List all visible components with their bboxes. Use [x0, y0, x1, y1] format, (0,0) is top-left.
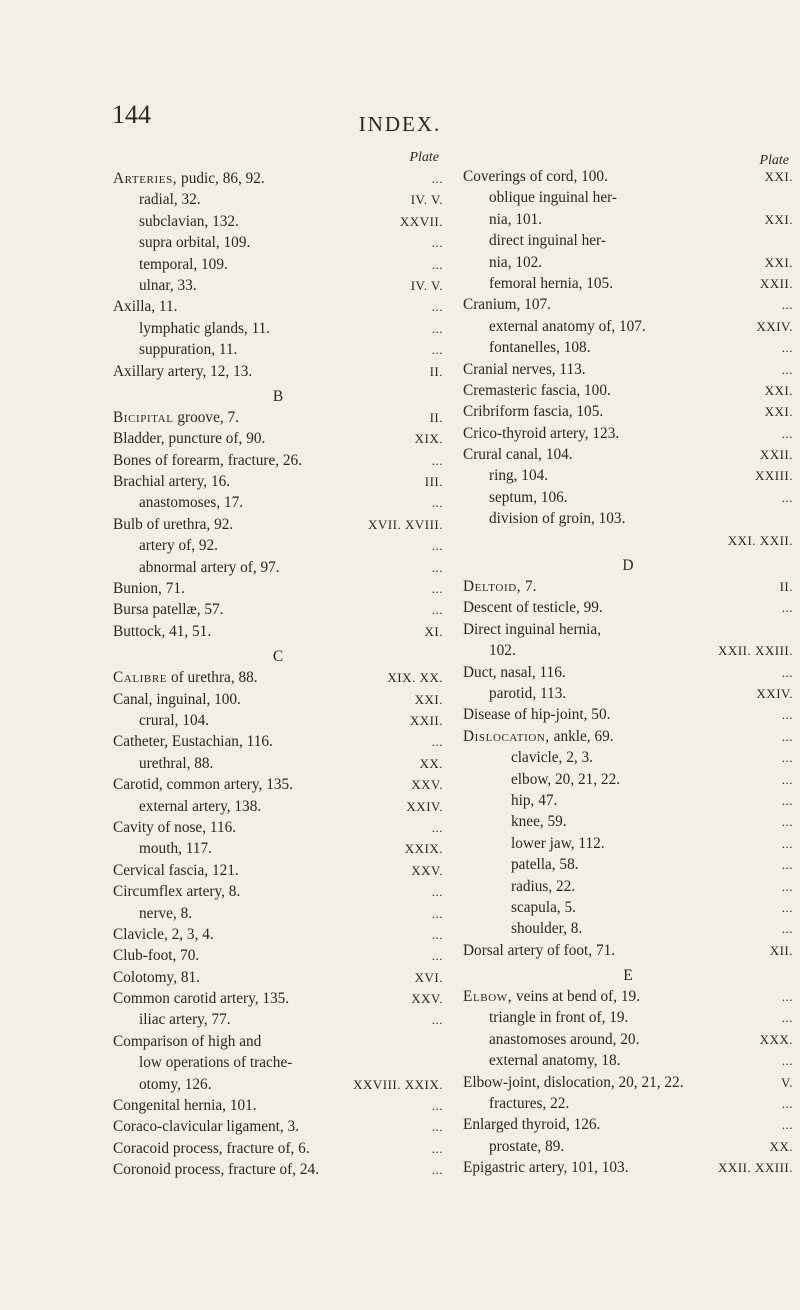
index-entry	[113, 599, 443, 620]
index-entry	[463, 986, 793, 1007]
entry-plate: ...	[431, 905, 443, 921]
entry-plate: ...	[431, 495, 443, 511]
index-entry	[463, 597, 793, 618]
index-entry	[113, 428, 443, 449]
entry-plate: XXI.	[764, 211, 793, 227]
entry-text: Coracoid process, fracture of, 6.	[113, 1139, 310, 1157]
index-entry	[113, 318, 443, 339]
entry-plate: ...	[431, 581, 443, 597]
entry-text: Brachial artery, 16.	[113, 473, 231, 491]
index-entry	[463, 576, 793, 597]
entry-plate: ...	[781, 707, 793, 723]
index-entry	[113, 796, 443, 817]
entry-plate: XXVII.	[399, 213, 443, 229]
entry-text: mouth, 117.	[139, 840, 212, 858]
index-entry	[113, 731, 443, 752]
entry-text: suppuration, 11.	[139, 341, 238, 359]
entry-text: fontanelles, 108.	[489, 339, 591, 357]
entry-text: nerve, 8.	[139, 904, 193, 922]
entry-text: Carotid, common artery, 135.	[113, 776, 293, 794]
index-entry	[113, 535, 443, 556]
entry-text: Axillary artery, 12, 13.	[113, 362, 253, 380]
entry-plate: ...	[781, 1010, 793, 1026]
entry-text: Deltoid, 7.	[463, 578, 537, 596]
index-entry	[113, 1138, 443, 1159]
index-entry	[113, 232, 443, 253]
entry-plate: XXIII.	[754, 468, 793, 484]
entry-text: nia, 102.	[489, 253, 543, 271]
index-entry	[463, 619, 793, 640]
index-entry	[463, 833, 793, 854]
index-entry	[113, 774, 443, 795]
index-entry	[113, 903, 443, 924]
entry-text: Axilla, 11.	[113, 298, 178, 316]
entry-text: scapula, 5.	[511, 898, 576, 916]
entry-plate: ...	[781, 878, 793, 894]
entry-plate: XXI. XXII.	[727, 532, 793, 548]
entry-plate: ...	[781, 771, 793, 787]
index-entry	[113, 988, 443, 1009]
entry-plate: XXII. XXIII.	[718, 643, 793, 659]
entry-text: prostate, 89.	[489, 1137, 565, 1155]
entry-plate: ...	[781, 489, 793, 505]
entry-plate: ...	[781, 728, 793, 744]
index-entry	[463, 401, 793, 422]
index-entry	[113, 1095, 443, 1116]
entry-plate: ...	[781, 340, 793, 356]
index-entry	[463, 726, 793, 747]
index-entry	[463, 166, 793, 187]
index-entry	[463, 640, 793, 661]
entry-text: Bladder, puncture of, 90.	[113, 430, 266, 448]
entry-text: Cranial nerves, 113.	[463, 360, 586, 378]
index-column-right	[463, 148, 793, 1179]
section-letter: B	[272, 387, 284, 405]
entry-plate: ...	[431, 948, 443, 964]
entry-text: low operations of trache-	[139, 1054, 293, 1072]
index-entry	[113, 924, 443, 945]
index-entry	[463, 294, 793, 315]
entry-plate: ...	[781, 989, 793, 1005]
index-entry	[463, 508, 793, 529]
entry-text: Bicipital groove, 7.	[113, 408, 239, 426]
entry-plate: XXII. XXIII.	[718, 1160, 793, 1176]
index-entry	[463, 1007, 793, 1028]
entry-plate: II.	[429, 409, 443, 425]
index-entry	[113, 1159, 443, 1180]
entry-plate: ...	[431, 452, 443, 468]
index-entry	[463, 662, 793, 683]
entry-plate: ...	[431, 926, 443, 942]
entry-text: division of groin, 103.	[489, 510, 626, 528]
entry-plate: XXV.	[411, 862, 443, 878]
index-entry	[113, 753, 443, 774]
entry-plate: ...	[431, 1098, 443, 1114]
entry-text: radial, 32.	[139, 191, 201, 209]
entry-plate: XXIV.	[756, 685, 793, 701]
index-entry	[463, 940, 793, 961]
entry-text: Arteries, pudic, 86, 92.	[113, 170, 265, 187]
entry-plate: ...	[781, 425, 793, 441]
entry-text: knee, 59.	[511, 813, 567, 831]
entry-plate: ...	[781, 857, 793, 873]
index-entry	[463, 1093, 793, 1114]
entry-text: artery of, 92.	[139, 537, 219, 555]
entry-text: Buttock, 41, 51.	[113, 622, 212, 640]
index-entry	[463, 273, 793, 294]
entry-plate: ...	[431, 256, 443, 272]
entry-text: anastomoses, 17.	[139, 494, 244, 512]
entry-text: Enlarged thyroid, 126.	[463, 1116, 601, 1134]
page-number: 144	[112, 100, 151, 129]
entry-text: Dorsal artery of foot, 71.	[463, 941, 616, 959]
entry-text: ring, 104.	[489, 467, 549, 485]
index-entry	[463, 1072, 793, 1093]
entry-plate: XX.	[769, 1138, 793, 1154]
entry-text: Duct, nasal, 116.	[463, 663, 566, 681]
index-entry	[113, 967, 443, 988]
entry-text: Descent of testicle, 99.	[463, 599, 603, 617]
entry-plate: XXI.	[764, 404, 793, 420]
entry-text: Dislocation, ankle, 69.	[463, 727, 614, 745]
index-entry	[463, 359, 793, 380]
entry-text: Disease of hip-joint, 50.	[463, 706, 611, 724]
entry-text: Cremasteric fascia, 100.	[463, 381, 611, 399]
index-entry	[113, 838, 443, 859]
entry-text: Crural canal, 104.	[463, 446, 573, 464]
entry-text: Coronoid process, fracture of, 24.	[113, 1161, 320, 1179]
entry-plate: ...	[431, 1140, 443, 1156]
entry-plate: IV. V.	[410, 192, 443, 208]
entry-plate: ...	[431, 734, 443, 750]
entry-text: Colotomy, 81.	[113, 968, 200, 986]
entry-text: Bunion, 71.	[113, 580, 185, 598]
entry-plate: XIX.	[414, 431, 443, 447]
entry-plate: ...	[781, 835, 793, 851]
entry-plate: XXII.	[759, 447, 793, 463]
entry-text: septum, 106.	[489, 488, 568, 506]
index-entry	[113, 450, 443, 471]
index-entry	[463, 423, 793, 444]
index-entry	[113, 407, 443, 428]
entry-text: crural, 104.	[139, 711, 210, 729]
entry-plate: ...	[431, 819, 443, 835]
index-entry	[113, 1116, 443, 1137]
entry-text: Epigastric artery, 101, 103.	[463, 1159, 629, 1177]
entry-text: iliac artery, 77.	[139, 1011, 231, 1029]
entry-plate: XX.	[419, 755, 443, 771]
entry-plate: ...	[431, 1119, 443, 1135]
index-entry	[463, 876, 793, 897]
entry-plate: XXV.	[411, 777, 443, 793]
entry-text: patella, 58.	[511, 856, 579, 874]
index-entry	[463, 854, 793, 875]
entry-plate: ...	[781, 1117, 793, 1133]
index-entry	[113, 211, 443, 232]
index-entry	[113, 1074, 443, 1095]
index-entry	[113, 471, 443, 492]
index-entry	[113, 557, 443, 578]
index-entry	[463, 769, 793, 790]
entry-plate: ...	[781, 750, 793, 766]
entry-plate: V.	[781, 1074, 793, 1090]
entry-text: anastomoses around, 20.	[489, 1030, 640, 1048]
entry-plate: ...	[431, 1012, 443, 1028]
entry-text: fractures, 22.	[489, 1095, 570, 1113]
entry-text: radius, 22.	[511, 877, 576, 895]
entry-text: Direct inguinal hernia,	[463, 620, 602, 638]
index-entry	[113, 689, 443, 710]
entry-plate: XXI.	[764, 169, 793, 184]
entry-plate: ...	[431, 235, 443, 251]
entry-plate: ...	[431, 884, 443, 900]
index-entry	[463, 465, 793, 486]
entry-plate: XXI.	[764, 382, 793, 398]
entry-text: lymphatic glands, 11.	[139, 319, 271, 337]
index-entry	[113, 1009, 443, 1030]
entry-plate: III.	[424, 474, 443, 490]
plate-column-header: Plate	[759, 153, 789, 168]
entry-text: subclavian, 132.	[139, 212, 239, 230]
entry-text: triangle in front of, 19.	[489, 1009, 629, 1027]
entry-text: hip, 47.	[511, 791, 558, 809]
entry-plate: XXII.	[759, 275, 793, 291]
entry-text: Cranium, 107.	[463, 296, 551, 314]
index-entry	[463, 1114, 793, 1135]
entry-text: femoral hernia, 105.	[489, 274, 614, 292]
page-title: INDEX.	[358, 112, 442, 136]
index-entry	[113, 817, 443, 838]
entry-plate: XXIV.	[756, 318, 793, 334]
section-letter: D	[622, 557, 634, 575]
index-entry	[113, 710, 443, 731]
entry-plate: ...	[781, 600, 793, 616]
entry-plate: XXI.	[764, 254, 793, 270]
entry-text: Cervical fascia, 121.	[113, 861, 239, 879]
entry-text: Crico-thyroid artery, 123.	[463, 424, 620, 442]
entry-text: Coverings of cord, 100.	[463, 168, 608, 185]
index-entry	[113, 514, 443, 535]
index-entry	[463, 252, 793, 273]
index-entry	[463, 337, 793, 358]
entry-plate: ...	[431, 320, 443, 336]
index-entry	[463, 316, 793, 337]
index-entry	[463, 1029, 793, 1050]
entry-plate: ...	[781, 1053, 793, 1069]
index-entry	[463, 209, 793, 230]
entry-plate: XI.	[424, 623, 443, 639]
index-entry	[113, 881, 443, 902]
entry-text: Circumflex artery, 8.	[113, 883, 241, 901]
index-entry	[463, 487, 793, 508]
index-entry	[113, 945, 443, 966]
index-entry	[113, 168, 443, 189]
entry-plate: ...	[781, 664, 793, 680]
entry-text: Elbow-joint, dislocation, 20, 21, 22.	[463, 1073, 684, 1091]
entry-plate: XXV.	[411, 991, 443, 1007]
entry-text: oblique inguinal her-	[489, 189, 617, 207]
entry-plate: II.	[429, 363, 443, 379]
entry-text: lower jaw, 112.	[511, 834, 605, 852]
section-letter: C	[272, 648, 284, 666]
index-entry	[113, 667, 443, 688]
index-entry	[113, 254, 443, 275]
entry-plate: ...	[431, 171, 443, 186]
entry-plate: XXII.	[409, 712, 443, 728]
index-entry	[113, 1052, 443, 1073]
section-letter: E	[623, 967, 633, 985]
entry-plate: ...	[431, 1162, 443, 1178]
index-entry	[463, 1157, 793, 1178]
index-entry	[463, 897, 793, 918]
index-entry	[113, 578, 443, 599]
entry-text: external artery, 138.	[139, 797, 262, 815]
index-entry	[113, 275, 443, 296]
entry-text: supra orbital, 109.	[139, 234, 251, 252]
entry-plate: XXI.	[414, 691, 443, 707]
index-entry	[463, 811, 793, 832]
entry-text: urethral, 88.	[139, 754, 214, 772]
entry-text: otomy, 126.	[139, 1075, 212, 1093]
index-entry	[113, 621, 443, 642]
index-entry	[113, 1031, 443, 1052]
index-entry	[113, 361, 443, 382]
entry-plate: XXIV.	[406, 798, 443, 814]
index-entry	[463, 530, 793, 551]
index-entry	[463, 380, 793, 401]
entry-text: parotid, 113.	[489, 684, 567, 702]
entry-text: Common carotid artery, 135.	[113, 990, 290, 1008]
entry-text: direct inguinal her-	[489, 232, 606, 250]
entry-text: abnormal artery of, 97.	[139, 558, 280, 576]
entry-plate: ...	[781, 921, 793, 937]
index-entry	[113, 339, 443, 360]
entry-plate: XVI.	[414, 969, 443, 985]
entry-plate: XXIX.	[404, 841, 443, 857]
entry-plate: ...	[781, 814, 793, 830]
entry-text: Catheter, Eustachian, 116.	[113, 733, 273, 751]
entry-plate: XXVIII. XXIX.	[353, 1076, 443, 1092]
entry-plate: ...	[431, 342, 443, 358]
entry-text: clavicle, 2, 3.	[511, 749, 593, 767]
entry-text: external anatomy, 18.	[489, 1052, 621, 1070]
entry-text: Bones of forearm, fracture, 26.	[113, 451, 303, 469]
index-entry	[463, 704, 793, 725]
entry-plate: ...	[431, 602, 443, 618]
entry-plate: II.	[779, 579, 793, 595]
entry-plate: XVII. XVIII.	[368, 516, 443, 532]
index-entry	[113, 296, 443, 317]
entry-text: shoulder, 8.	[511, 920, 583, 938]
entry-plate: ...	[781, 899, 793, 915]
entry-plate: ...	[431, 299, 443, 315]
entry-plate: XXX.	[759, 1031, 793, 1047]
entry-plate: IV. V.	[410, 277, 443, 293]
entry-plate: ...	[781, 792, 793, 808]
index-entry	[113, 189, 443, 210]
entry-plate: XII.	[769, 942, 793, 958]
entry-text: Bulb of urethra, 92.	[113, 515, 234, 533]
index-entry	[463, 1050, 793, 1071]
entry-text: external anatomy of, 107.	[489, 317, 646, 335]
entry-text: Cavity of nose, 116.	[113, 818, 237, 836]
index-entry	[463, 187, 793, 208]
entry-text: Cribriform fascia, 105.	[463, 403, 604, 421]
index-entry	[463, 683, 793, 704]
entry-plate: ...	[781, 1096, 793, 1112]
index-entry	[113, 492, 443, 513]
index-entry	[463, 444, 793, 465]
entry-text: Bursa patellæ, 57.	[113, 601, 224, 619]
plate-column-header: Plate	[409, 150, 439, 165]
entry-text: nia, 101.	[489, 210, 543, 228]
entry-text: Elbow, veins at bend of, 19.	[463, 988, 641, 1006]
entry-text: ulnar, 33.	[139, 276, 197, 294]
entry-text: Coraco-clavicular ligament, 3.	[113, 1118, 300, 1136]
entry-text: Clavicle, 2, 3, 4.	[113, 925, 214, 943]
index-entry	[463, 790, 793, 811]
entry-text: Canal, inguinal, 100.	[113, 690, 241, 708]
index-entry	[463, 918, 793, 939]
index-entry	[463, 747, 793, 768]
entry-plate: ...	[431, 559, 443, 575]
index-entry	[463, 230, 793, 251]
entry-text: Congenital hernia, 101.	[113, 1097, 257, 1115]
entry-text: Club-foot, 70.	[113, 947, 200, 965]
index-entry	[113, 860, 443, 881]
index-entry	[463, 1136, 793, 1157]
entry-text: Calibre of urethra, 88.	[113, 669, 258, 687]
entry-text: 102.	[489, 642, 516, 660]
entry-text: temporal, 109.	[139, 255, 228, 273]
entry-text: Comparison of high and	[113, 1032, 262, 1050]
entry-plate: ...	[431, 538, 443, 554]
entry-text: elbow, 20, 21, 22.	[511, 770, 621, 788]
entry-plate: ...	[781, 297, 793, 313]
entry-plate: XIX. XX.	[387, 670, 443, 686]
entry-plate: ...	[781, 361, 793, 377]
index-column-left	[113, 148, 443, 1181]
